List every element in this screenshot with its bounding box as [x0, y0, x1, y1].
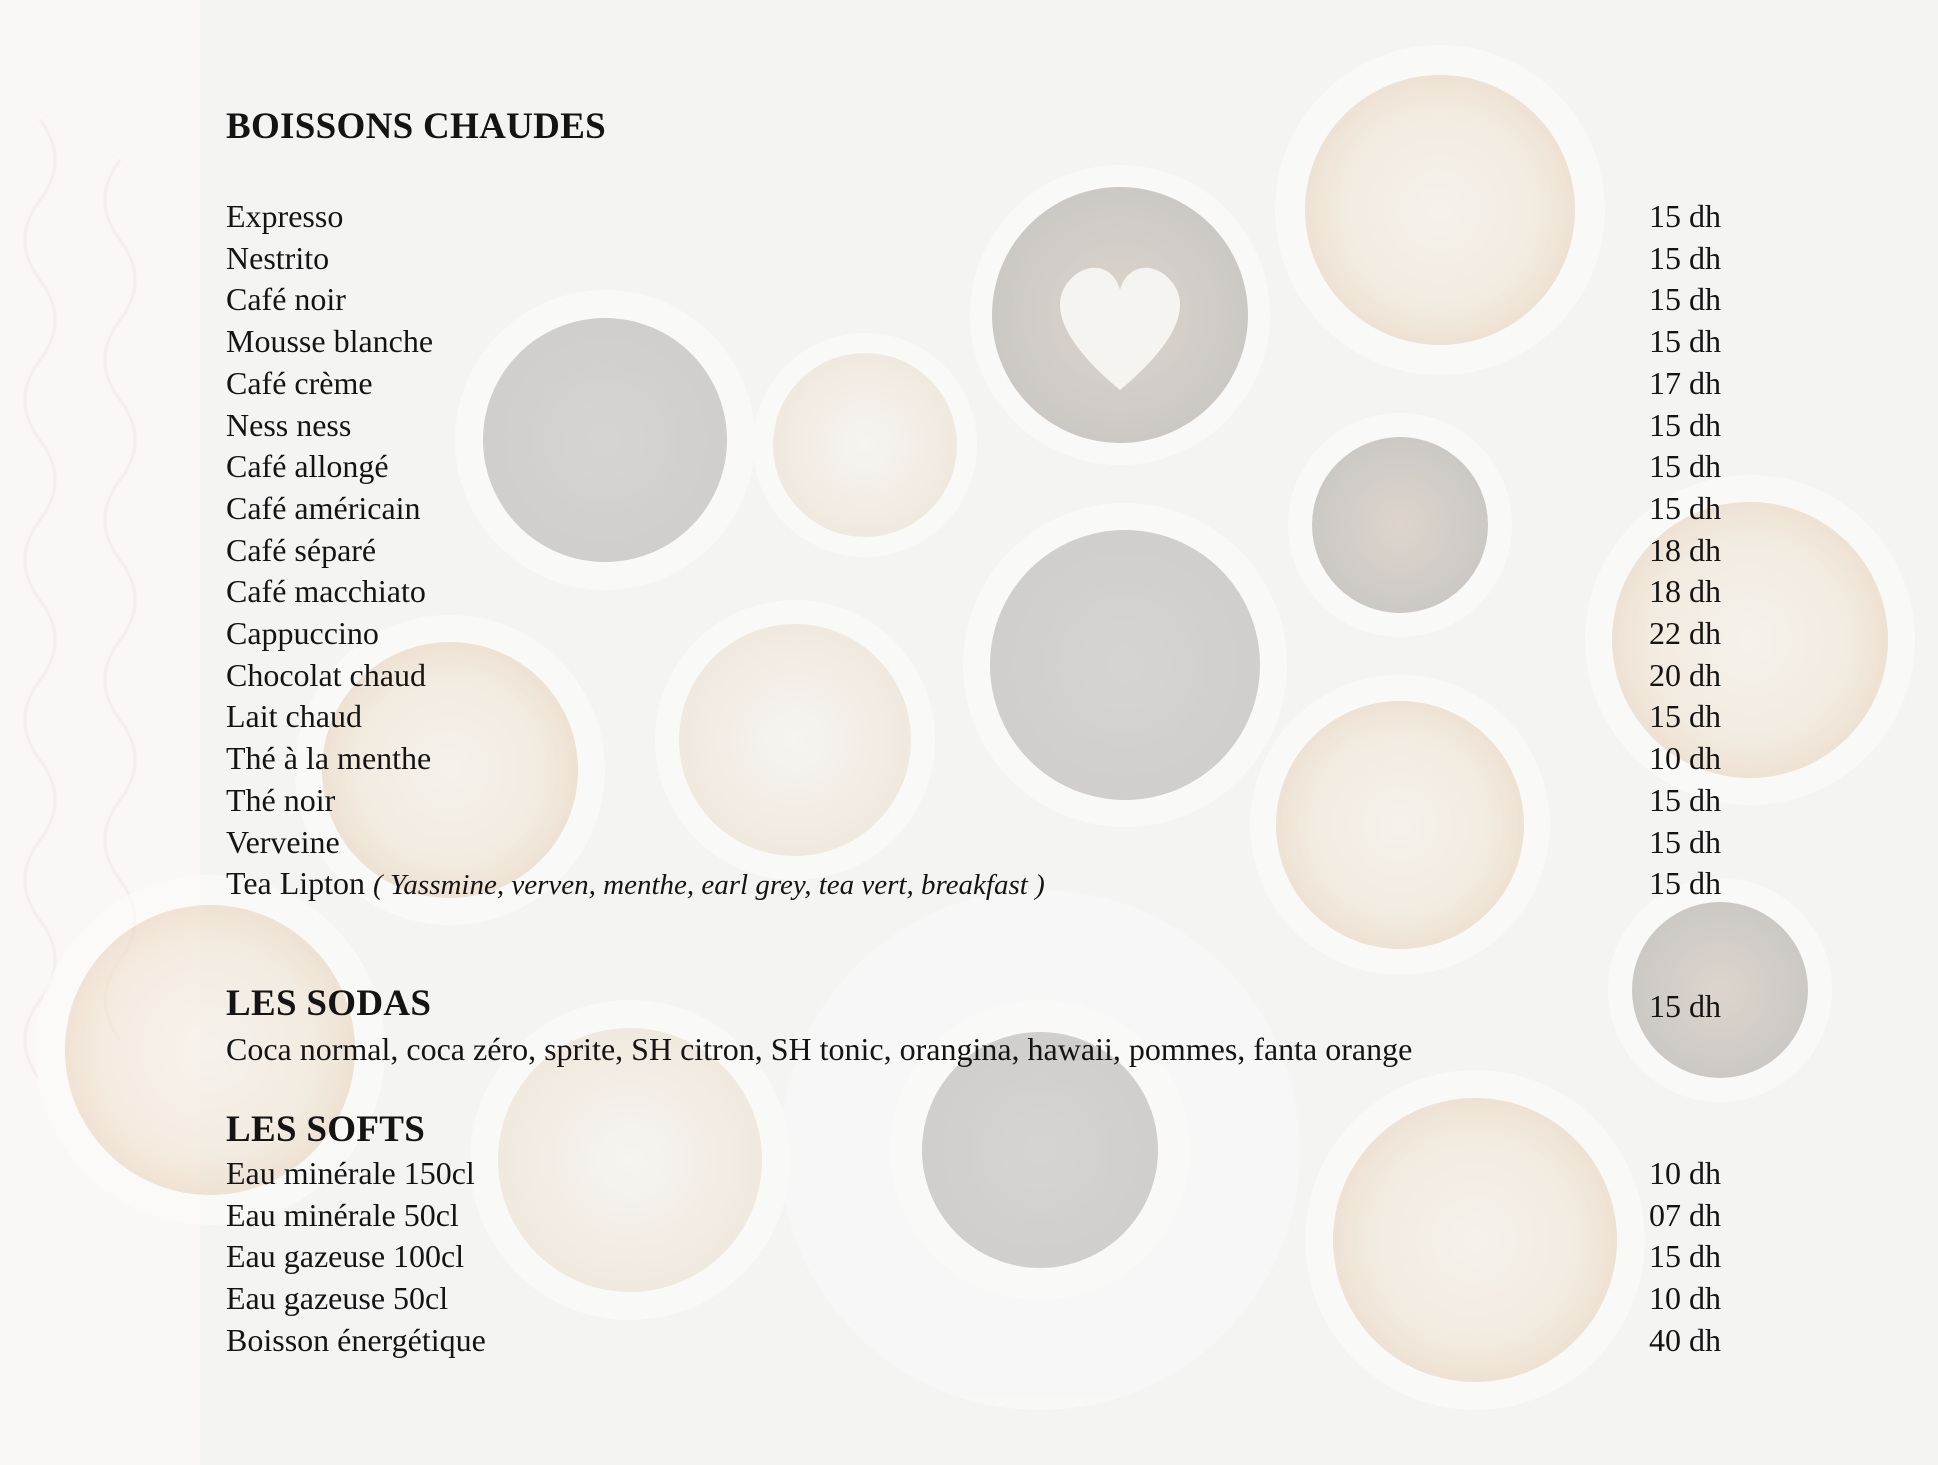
- item-label: Café crème: [226, 364, 373, 401]
- item-name: [226, 695, 362, 737]
- item-label: Boisson énergétique: [226, 1321, 486, 1358]
- item-name: [226, 1152, 475, 1194]
- item-price: 15 dh: [1649, 781, 1721, 818]
- item-price: 15 dh: [1649, 281, 1721, 318]
- item-name: [226, 570, 426, 612]
- menu-item: [226, 529, 1721, 571]
- item-name: [226, 862, 1045, 906]
- menu-item: [226, 1235, 1721, 1277]
- item-label: Café macchiato: [226, 573, 426, 610]
- item-name: [226, 278, 346, 320]
- item-name: [226, 195, 343, 237]
- item-label: Ness ness: [226, 406, 352, 443]
- item-price: 10 dh: [1649, 1155, 1721, 1191]
- menu-item: [226, 695, 1721, 737]
- item-price: 07 dh: [1649, 1196, 1721, 1233]
- item-name: [226, 1194, 459, 1236]
- hot-drinks-title: BOISSONS CHAUDES: [226, 106, 607, 147]
- item-price: 10 dh: [1649, 1280, 1721, 1317]
- menu-item: [226, 1319, 1721, 1361]
- item-price: 20 dh: [1649, 656, 1721, 693]
- item-price: 17 dh: [1649, 364, 1721, 401]
- item-name: [226, 612, 379, 654]
- item-price: 40 dh: [1649, 1321, 1721, 1358]
- menu-item: [226, 445, 1721, 487]
- sodas-title: LES SODAS: [226, 983, 432, 1024]
- item-name: [226, 487, 421, 529]
- item-name: [226, 737, 431, 779]
- item-price: 18 dh: [1649, 573, 1721, 610]
- item-name: [226, 445, 389, 487]
- item-price: 15 dh: [1649, 448, 1721, 485]
- item-label: Verveine: [226, 823, 340, 860]
- item-label: Expresso: [226, 198, 344, 234]
- item-label: Mousse blanche: [226, 323, 434, 360]
- menu-item: [226, 404, 1721, 446]
- item-label: Café noir: [226, 281, 346, 318]
- item-name: [226, 362, 373, 404]
- item-label: Café américain: [226, 489, 421, 526]
- menu-item: [226, 278, 1721, 320]
- item-name: [226, 529, 376, 571]
- item-name: [226, 237, 329, 279]
- item-name: [226, 404, 351, 446]
- item-price: 15 dh: [1649, 698, 1721, 735]
- item-price: 15 dh: [1649, 239, 1721, 276]
- item-label: Eau minérale 50cl: [226, 1196, 459, 1233]
- menu-item: [226, 654, 1721, 696]
- menu-item: [226, 862, 1721, 904]
- menu-item: [226, 737, 1721, 779]
- item-name: [226, 779, 335, 821]
- item-label: Eau gazeuse 50cl: [226, 1280, 449, 1317]
- item-label: Chocolat chaud: [226, 656, 426, 693]
- item-name: [226, 821, 340, 863]
- menu-item: [226, 1194, 1721, 1236]
- menu-item: [226, 195, 1721, 237]
- menu-item: [226, 570, 1721, 612]
- item-name: [226, 1277, 448, 1319]
- item-label: Cappuccino: [226, 615, 379, 651]
- item-label: Café allongé: [226, 448, 389, 485]
- item-price: 18 dh: [1649, 531, 1721, 568]
- item-label: Thé noir: [226, 781, 336, 818]
- item-price: 15 dh: [1649, 198, 1721, 234]
- item-price: 15 dh: [1649, 406, 1721, 443]
- menu-item: [226, 821, 1721, 863]
- menu-item: [226, 362, 1721, 404]
- item-price: 15 dh: [1649, 865, 1721, 902]
- item-label: Thé à la menthe: [226, 740, 432, 777]
- menu-item: [226, 1152, 1721, 1194]
- item-name: [226, 1319, 486, 1361]
- item-name: [226, 654, 426, 696]
- item-label: Nestrito: [226, 239, 330, 276]
- item-label: Café séparé: [226, 531, 377, 568]
- item-price: 15 dh: [1649, 823, 1721, 860]
- menu-item: [226, 612, 1721, 654]
- item-note: ( Yassmine, verven, menthe, earl grey, tea vert, breakfast ): [373, 869, 1045, 902]
- menu-item: [226, 237, 1721, 279]
- softs-title: LES SOFTS: [226, 1109, 426, 1150]
- item-label: Tea Lipton: [226, 865, 366, 902]
- menu-item: [226, 1277, 1721, 1319]
- item-label: Eau gazeuse 100cl: [226, 1238, 465, 1275]
- item-label: Eau minérale 150cl: [226, 1155, 475, 1191]
- item-price: 22 dh: [1649, 615, 1721, 651]
- item-label: Lait chaud: [226, 698, 362, 735]
- menu-item: [226, 779, 1721, 821]
- item-name: [226, 1235, 464, 1277]
- item-price: 10 dh: [1649, 740, 1721, 777]
- menu-item: [226, 487, 1721, 529]
- item-name: [226, 320, 433, 362]
- sodas-description: Coca normal, coca zéro, sprite, SH citron, SH tonic, orangina, hawaii, pommes, fanta orange: [226, 1031, 1413, 1067]
- sodas-price: 15 dh: [1649, 988, 1721, 1024]
- menu-item: [226, 320, 1721, 362]
- item-price: 15 dh: [1649, 323, 1721, 360]
- item-price: 15 dh: [1649, 1238, 1721, 1275]
- item-price: 15 dh: [1649, 489, 1721, 526]
